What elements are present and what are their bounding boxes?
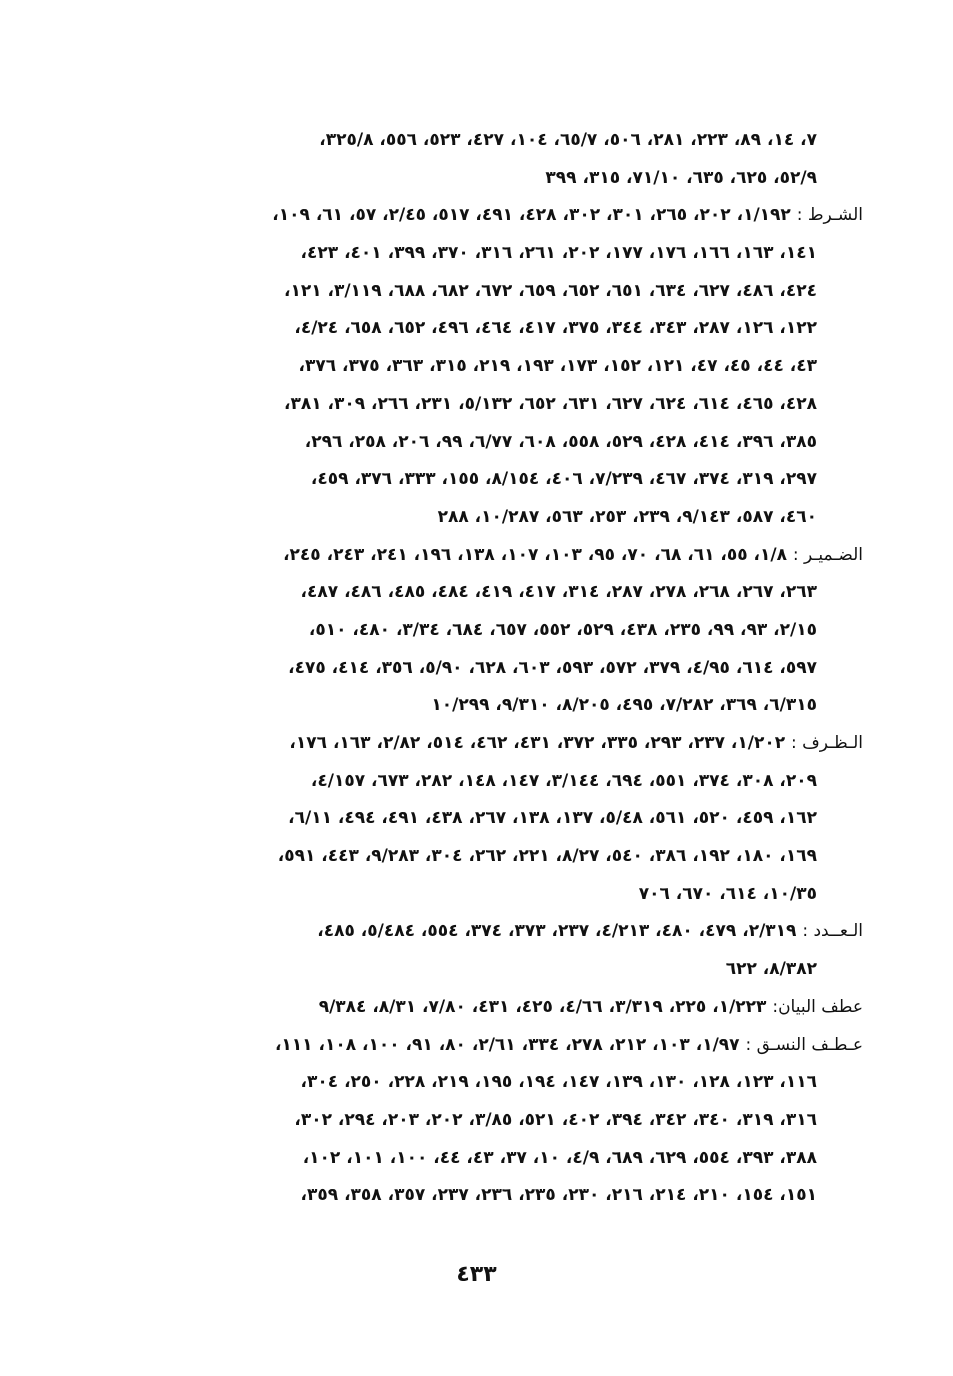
index-term: الـظـرف : (791, 733, 863, 753)
index-line-refs: ١/٢٢٣، ٢٢٥، ٣/٣١٩، ٤/٦٦، ٤٢٥، ٤٣١، ٧/٨٠، ٨/٣١، ٩/٣٨٤ (318, 996, 767, 1017)
index-line: ١٦٢، ٤٥٩، ٥٢٠، ٥٦١، ٥/٤٨، ١٣٧، ١٣٨، ٢٦٧، ٤٣٨، ٤٩١، ٤٩٤، ٦/١١، (288, 808, 817, 829)
index-line: ٢٠٩، ٣٠٨، ٣٧٤، ٥٥١، ٦٩٤، ٣/١٤٤، ١٤٧، ١٤٨، ٢٨٢، ٦٧٣، ٤/١٥٧، (310, 770, 817, 791)
index-line: ٥٢/٩، ٦٢٥، ٦٣٥، ٧١/١٠، ٣١٥، ٣٩٩ (545, 167, 817, 188)
index-list (118, 122, 863, 1215)
index-line (118, 913, 863, 951)
index-entry-atf-bayan (118, 989, 863, 1027)
index-line: ١١٦، ١٢٣، ١٢٨، ١٣٠، ١٣٩، ١٤٧، ١٩٤، ١٩٥، ٢١٩، ٢٢٨، ٢٥٠، ٣٠٤، (300, 1072, 817, 1093)
index-line: ٣١٦، ٣١٩، ٣٤٠، ٣٤٢، ٣٩٤، ٤٠٢، ٥٢١، ٣/٨٥، ٢٠٢، ٢٠٣، ٢٩٤، ٣٠٢، (294, 1109, 817, 1130)
index-entry-damir (118, 537, 863, 725)
page-number: ٤٣٣ (456, 1262, 497, 1287)
index-line: ٢٦٣، ٢٦٧، ٢٦٨، ٢٧٨، ٢٨٧، ٣١٤، ٤١٧، ٤١٩، ٤٨٤، ٤٨٥، ٤٨٦، ٤٨٧، (300, 582, 817, 603)
index-line: ٢٩٧، ٣١٩، ٣٧٤، ٤٦٧، ٧/٢٣٩، ٤٠٦، ٨/١٥٤، ١٥٥، ٣٣٣، ٣٧٦، ٤٥٩، (310, 469, 817, 490)
index-line: ٣٨٨، ٣٩٣، ٥٥٤، ٦٢٩، ٦٨٩، ٤/٩، ١٠، ٣٧، ٤٣، ٤٤، ١٠٠، ١٠١، ١٠٢، (302, 1147, 817, 1168)
index-line-refs: ١/٨، ٥٥، ٦١، ٦٨، ٧٠، ٩٥، ١٠٣، ١٠٧، ١٣٨، ١٩٦، ٢٤١، ٢٤٣، ٢٤٥، (283, 544, 787, 565)
index-line: ٤٢٨، ٤٦٥، ٦١٤، ٦٢٤، ٦٢٧، ٦٣١، ٦٥٢، ٥/١٣٢، ٢٣١، ٢٦٦، ٣٠٩، ٣٨١، (283, 393, 817, 414)
index-line: ٤٣، ٤٤، ٤٥، ٤٧، ١٢١، ١٥٢، ١٧٣، ١٩٣، ٢١٩، ٣١٥، ٣٦٣، ٣٧٥، ٣٧٦، (298, 356, 817, 377)
index-entry-adad (118, 913, 863, 988)
index-term: الـعــدد : (802, 921, 863, 942)
index-entry-atf-nasaq (118, 1027, 863, 1215)
index-line-refs: ١/٢٠٢، ٢٣٧، ٢٩٣، ٣٣٥، ٣٧٢، ٤٣١، ٤٦٢، ٥١٤، ٢/٨٢، ١٦٣، ١٧٦، (289, 733, 786, 753)
index-line (118, 537, 863, 575)
index-entry (118, 122, 863, 197)
index-line-refs: ٢/٣١٩، ٤٧٩، ٤٨٠، ٤/٢١٣، ٢٣٧، ٣٧٣، ٣٧٤، ٥٥٤، ٥/٤٨٤، ٤٨٥، (317, 921, 797, 942)
index-line: ٣٨٥، ٣٩٦، ٤١٤، ٤٢٨، ٥٢٩، ٥٥٨، ٦٠٨، ٦/٧٧، ٩٩، ٢٠٦، ٢٥٨، ٢٩٦، (304, 431, 817, 452)
index-line (118, 725, 863, 763)
index-term: الضـميـر : (792, 544, 863, 565)
index-line: ٥٩٧، ٦١٤، ٤/٩٥، ٣٧٩، ٥٧٢، ٥٩٣، ٦٠٣، ٦٢٨، ٥/٩٠، ٣٥٦، ٤١٤، ٤٧٥، (288, 657, 817, 678)
index-entry-zarf (118, 725, 863, 913)
index-line (118, 197, 863, 235)
index-term: الشـرط : (796, 205, 863, 226)
index-term: عطف البيان: (772, 996, 863, 1017)
index-line (118, 1027, 863, 1065)
index-entry-shart (118, 197, 863, 536)
index-line-refs: ١/١٩٢، ٢٠٢، ٢٦٥، ٣٠١، ٣٠٢، ٤٢٨، ٤٩١، ٥١٧، ٢/٤٥، ٥٧، ٦١، ١٠٩، (272, 205, 791, 226)
index-line: ٧، ١٤، ٨٩، ٢٢٣، ٢٨١، ٥٠٦، ٦٥/٧، ١٠٤، ٤٢٧، ٥٢٣، ٥٥٦، ٣٢٥/٨، (319, 130, 817, 150)
index-line: ١٢٢، ١٢٦، ٢٨٧، ٣٤٣، ٣٤٤، ٣٧٥، ٤١٧، ٤٦٤، ٤٩٦، ٦٥٢، ٦٥٨، ٤/٢٤، (294, 318, 817, 339)
index-line: ٢/١٥، ٩٣، ٩٩، ٢٣٥، ٤٣٨، ٥٢٩، ٥٥٢، ٦٥٧، ٦٨٤، ٣/٣٤، ٤٨٠، ٥١٠، (308, 619, 817, 640)
index-line (118, 989, 863, 1027)
index-line: ١٦٩، ١٨٠، ١٩٢، ٣٨٦، ٥٤٠، ٨/٢٧، ٢٢١، ٢٦٢، ٣٠٤، ٩/٢٨٣، ٤٤٣، ٥٩١، (277, 846, 817, 867)
index-line: ٨/٣٨٢، ٦٢٢ (725, 959, 817, 980)
index-line: ٤٢٤، ٤٨٦، ٦٢٧، ٦٣٤، ٦٥١، ٦٥٢، ٦٥٩، ٦٧٢، ٦٨٢، ٦٨٨، ٣/١١٩، ١٢١، (283, 280, 817, 301)
index-line: ١٤١، ١٦٣، ١٦٦، ١٧٦، ١٧٧، ٢٠٢، ٢٦١، ٣١٦، ٣٧٠، ٣٩٩، ٤٠١، ٤٢٣، (300, 243, 817, 264)
index-line: ٦/٣١٥، ٣٦٩، ٧/٢٨٢، ٤٩٥، ٨/٢٠٥، ٩/٣١٠، ١٠/٢٩٩ (431, 695, 817, 716)
index-line: ٤٦٠، ٥٨٧، ٩/١٤٣، ٢٣٩، ٢٥٣، ٥٦٣، ١٠/٢٨٧، ٢٨٨ (437, 506, 817, 527)
index-term: عـطـف النسـق : (745, 1034, 863, 1055)
index-line-refs: ١/٩٧، ١٠٣، ٢١٢، ٢٧٨، ٣٣٤، ٢/٦١، ٨٠، ٩١، ١٠٠، ١٠٨، ١١١، (274, 1034, 740, 1055)
index-line: ١٠/٣٥، ٦١٤، ٦٧٠، ٧٠٦ (638, 883, 817, 904)
index-line: ١٥١، ١٥٤، ٢١٠، ٢١٤، ٢١٦، ٢٣٠، ٢٣٥، ٢٣٦، ٢٣٧، ٣٥٧، ٣٥٨، ٣٥٩، (300, 1185, 817, 1206)
